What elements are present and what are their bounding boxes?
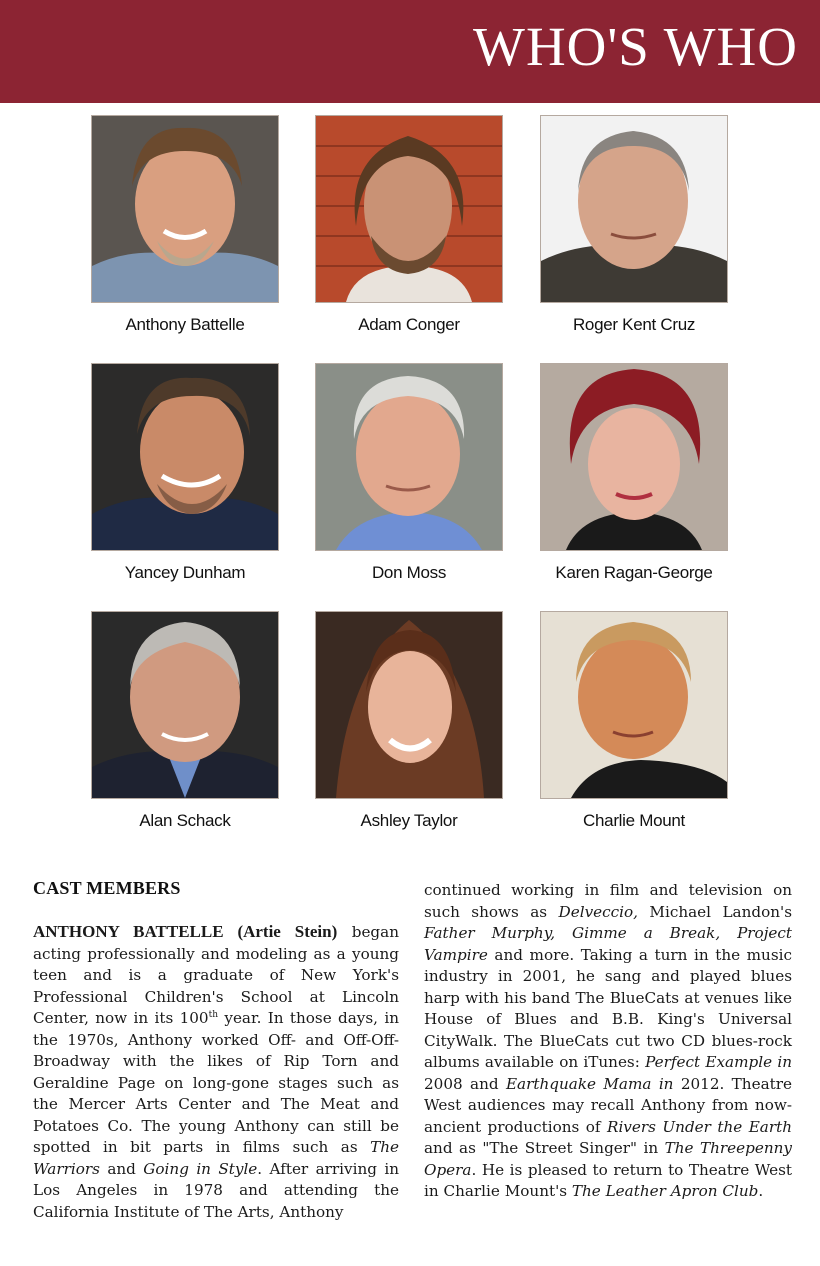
bio-text: Michael Landon's [637, 902, 792, 921]
bio-text: and as "The Street Singer" in [424, 1139, 665, 1157]
bio-text: 2008 and [424, 1074, 506, 1093]
headshot-photo [315, 363, 503, 551]
film-title: The Warriors [33, 1138, 399, 1178]
cast-card [91, 363, 279, 583]
headshot-photo [540, 611, 728, 799]
bio-text: year. In those days, in the 1970s, Anthony worked Off- and Off-Off-Broadway with the likes of Rip Torn and Geraldine Page on long-gone stages such as the Mercer Arts Center and The Meat and Potatoes Co. The young Anthony can still be spotted in bit parts in films such as [33, 1009, 399, 1156]
cast-name: Adam Conger [358, 315, 460, 334]
cast-card [315, 115, 503, 335]
album-title: Perfect Example in [645, 1053, 792, 1071]
headshot-photo [91, 115, 279, 303]
headshot-photo [315, 611, 503, 799]
cast-name: Karen Ragan-George [555, 563, 713, 582]
bio-paragraph [424, 880, 792, 1203]
cast-card [540, 363, 728, 583]
cast-card [91, 611, 279, 831]
bio-text: continued working in film and television on such shows as [424, 881, 792, 921]
section-heading: CAST MEMBERS [33, 878, 181, 898]
page-title: WHO'S WHO [473, 16, 798, 77]
film-title: Going in Style [143, 1159, 258, 1178]
bio-text: . He is pleased to return to Theatre West in Charlie Mount's [424, 1160, 792, 1200]
bio-text: and more. Taking a turn in the music industry in 2001, he sang and played blues harp with his band The BlueCats at venues like House of Blues and B.B. King's Universal CityWalk. The BlueCats cut two CD blues-rock albums available on iTunes: [424, 945, 792, 1071]
headshot-photo [91, 363, 279, 551]
headshot-photo [540, 115, 728, 303]
superscript: th [208, 1009, 219, 1020]
bio-text: . [758, 1182, 764, 1200]
play-title: Rivers Under the Earth [607, 1117, 792, 1136]
cast-card [315, 363, 503, 583]
cast-name: Anthony Battelle [125, 315, 245, 334]
headshot-photo [540, 363, 728, 551]
cast-name: Yancey Dunham [124, 563, 246, 582]
bio-paragraph [33, 921, 399, 1223]
show-title: Delveccio, [558, 902, 638, 921]
bio-column-left [33, 878, 399, 1223]
cast-card [540, 611, 728, 831]
bio-text: . After arriving in Los Angeles in 1978 and attending the California Institute of The Arts, Anthony [33, 1159, 399, 1221]
cast-name: Roger Kent Cruz [572, 315, 696, 334]
page-header-band [0, 0, 820, 103]
cast-card [315, 611, 503, 831]
cast-card [91, 115, 279, 335]
bio-text: and [99, 1159, 144, 1178]
bio-lead-name: ANTHONY BATTELLE (Artie Stein) [33, 922, 338, 941]
play-title: The Leather Apron Club [571, 1182, 759, 1200]
cast-card [540, 115, 728, 335]
headshot-photo [315, 115, 503, 303]
cast-name: Don Moss [371, 563, 447, 582]
headshot-photo [91, 611, 279, 799]
cast-name: Ashley Taylor [360, 811, 458, 830]
bio-text: began acting professionally and modeling as a young teen and is a graduate of New York's Professional Children's School at Lincoln Center, now in its 100 [33, 923, 399, 1027]
cast-name: Charlie Mount [583, 811, 685, 830]
cast-name: Alan Schack [139, 811, 231, 830]
show-title: Father Murphy, Gimme a Break, Project Vampire [424, 924, 792, 964]
album-title: Earthquake Mama in [505, 1074, 674, 1093]
bio-text: 2012. Theatre West audiences may recall Anthony from now-ancient productions of [424, 1074, 792, 1136]
play-title: The Threepenny Opera [424, 1139, 792, 1179]
bio-column-right [424, 880, 792, 1203]
